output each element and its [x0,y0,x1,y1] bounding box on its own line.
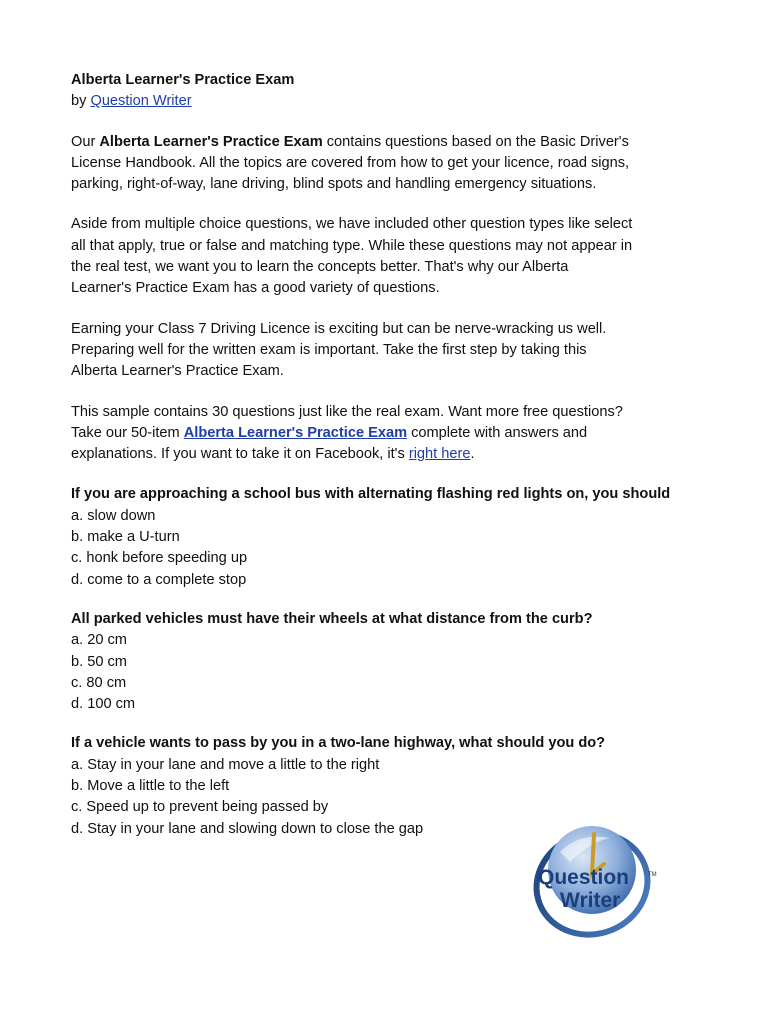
question-writer-logo [530,812,670,947]
byline-prefix: by [71,93,91,110]
p2-line-2: all that apply, true or false and matching type. While these questions may not appear in [71,237,633,254]
document-page [71,70,711,840]
question-2-option-c: c. 80 cm [71,674,127,691]
p1-line-3: parking, right-of-way, lane driving, blind spots and handling emergency situations. [71,176,597,193]
question-2 [71,609,711,715]
question-2-text: All parked vehicles must have their wheels at what distance from the curb? [71,610,593,627]
document-title: Alberta Learner's Practice Exam [71,72,295,88]
p4-line-1: This sample contains 30 questions just like the real exam. Want more free questions? [71,403,623,420]
p4-line-3-end: . [470,446,475,463]
p2-line-1: Aside from multiple choice questions, we have included other question types like select [71,216,633,233]
question-3-option-b: b. Move a little to the left [71,778,230,795]
logo-graphic [530,812,670,947]
question-1-option-c: c. honk before speeding up [71,550,248,567]
practice-exam-link[interactable]: Alberta Learner's Practice Exam [183,424,408,441]
p3-line-3: Alberta Learner's Practice Exam. [71,363,284,380]
question-1-option-a: a. slow down [71,507,156,524]
logo-word-writer: Writer [560,889,621,912]
intro-paragraph-1 [71,132,711,196]
p2-line-3: the real test, we want you to learn the concepts better. That's why our Alberta [71,259,569,276]
p1-lead: Our [71,133,100,150]
question-1-text: If you are approaching a school bus with alternating flashing red lights on, you should [71,486,671,503]
question-3-option-c: c. Speed up to prevent being passed by [71,799,329,816]
p1-bold-title: Alberta Learner's Practice Exam [99,133,323,150]
p4-line-2-rest: complete with answers and [407,424,588,441]
p1-rest: contains questions based on the Basic Driver's [322,133,629,150]
p3-line-1: Earning your Class 7 Driving Licence is exciting but can be nerve-wracking us well. [71,320,607,337]
p3-line-2: Preparing well for the written exam is important. Take the first step by taking this [71,341,587,358]
question-3-text: If a vehicle wants to pass by you in a two-lane highway, what should you do? [71,735,606,752]
intro-paragraph-4 [71,402,711,466]
question-3-option-d: d. Stay in your lane and slowing down to close the gap [71,820,424,837]
p2-line-4: Learner's Practice Exam has a good variety of questions. [71,280,440,297]
question-1-option-b: b. make a U-turn [71,529,180,546]
logo-trademark: TM [648,872,657,878]
p1-line-2: License Handbook. All the topics are covered from how to get your licence, road signs, [71,154,630,171]
question-1-option-d: d. come to a complete stop [71,571,247,588]
question-1 [71,484,711,590]
question-3-option-a: a. Stay in your lane and move a little to the right [71,756,380,773]
question-2-option-b: b. 50 cm [71,653,127,670]
question-2-option-a: a. 20 cm [71,632,127,649]
intro-paragraph-3 [71,319,711,383]
byline [71,91,711,112]
p4-line-3-lead: explanations. If you want to take it on Facebook, it's [71,446,409,463]
author-link[interactable]: Question Writer [90,93,192,110]
intro-paragraph-2 [71,214,711,299]
p4-line-2-lead: Take our 50-item [71,424,184,441]
logo-word-question: Question [538,866,630,889]
question-2-option-d: d. 100 cm [71,696,136,713]
facebook-link[interactable]: right here [408,446,471,463]
